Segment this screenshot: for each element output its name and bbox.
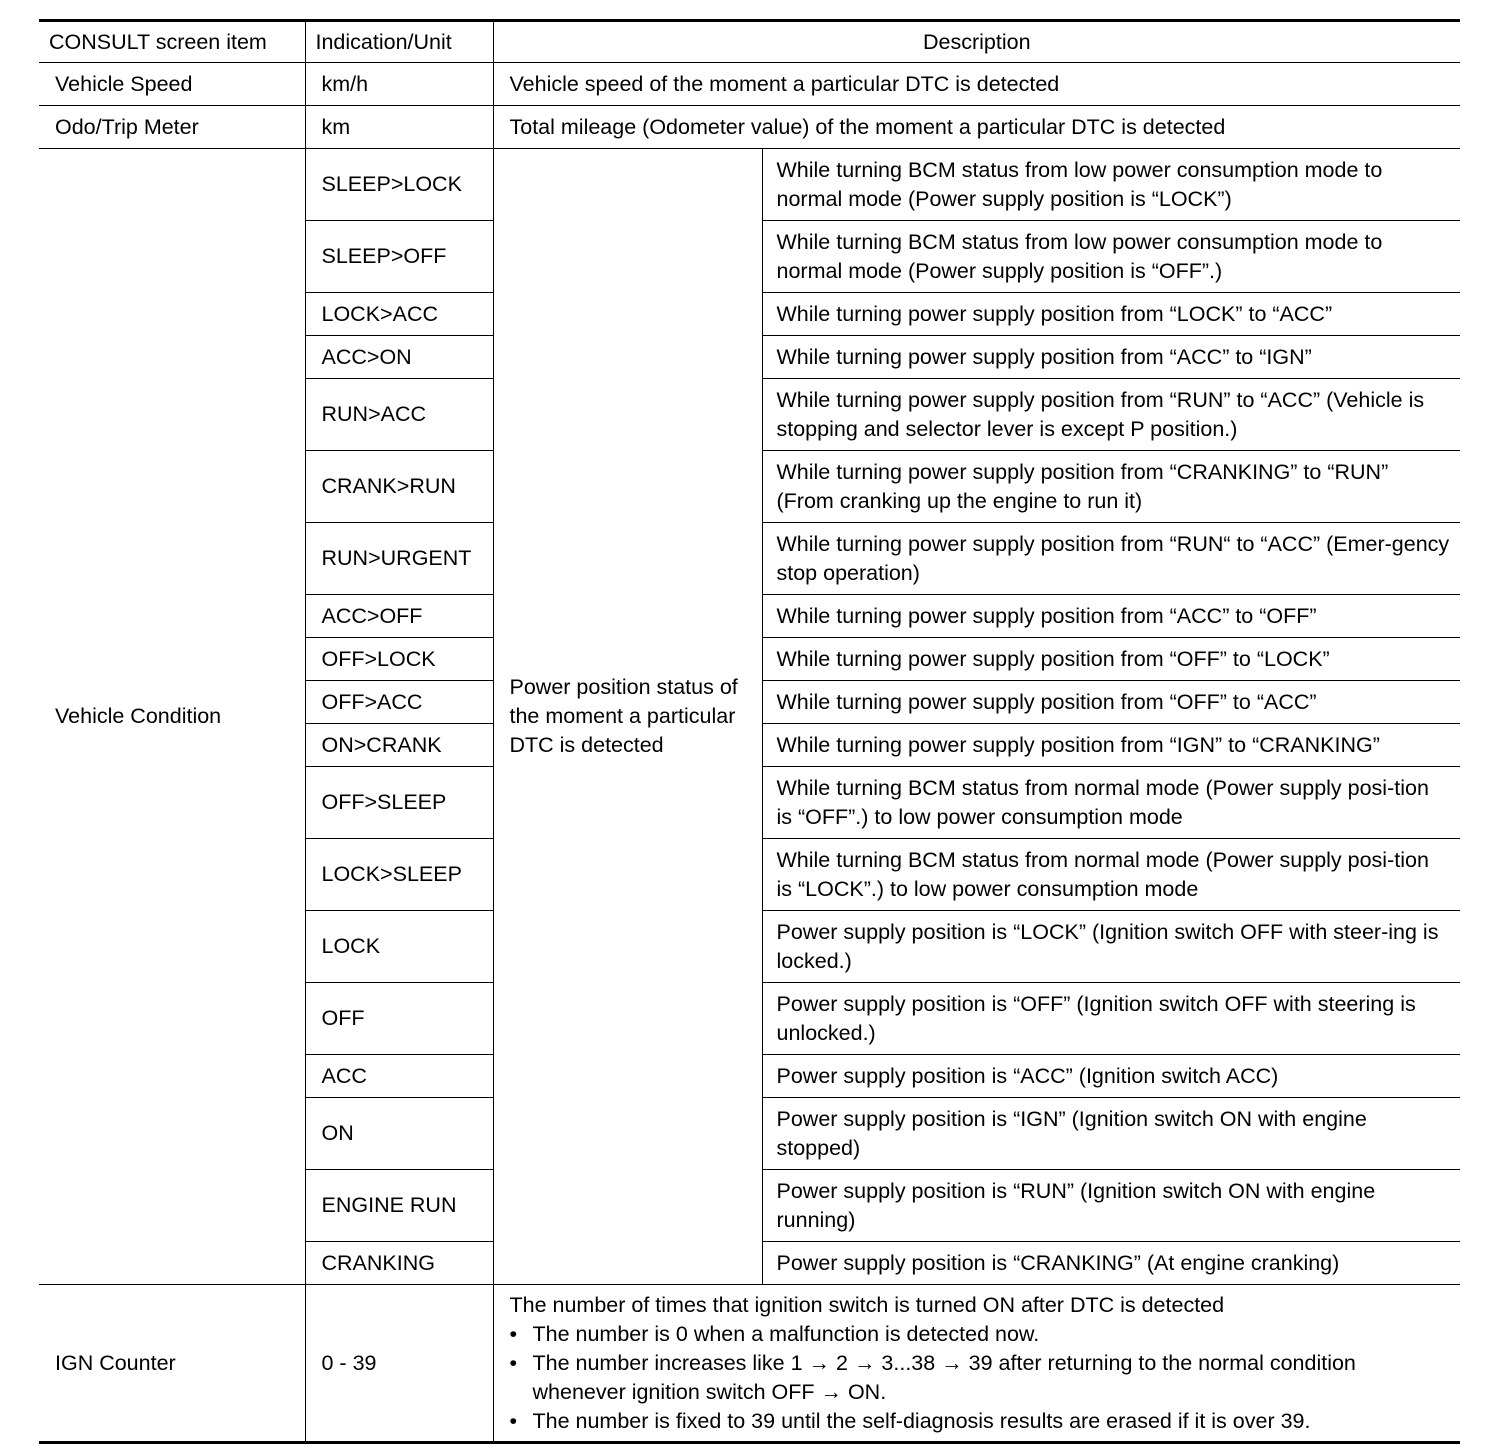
condition-indication: CRANK>RUN	[305, 451, 493, 523]
condition-description: While turning power supply position from “RUN“ to “ACC” (Emer-gency stop operation)	[762, 523, 1460, 595]
description-vehicle-speed: Vehicle speed of the moment a particular DTC is detected	[493, 63, 1460, 106]
condition-indication: LOCK>ACC	[305, 293, 493, 336]
condition-indication: ENGINE RUN	[305, 1170, 493, 1242]
consult-table	[39, 19, 1460, 1444]
condition-indication: LOCK>SLEEP	[305, 839, 493, 911]
condition-indication: ON	[305, 1098, 493, 1170]
condition-description: Power supply position is “OFF” (Ignition switch OFF with steering is unlocked.)	[762, 983, 1460, 1055]
header-row	[39, 21, 1460, 63]
condition-description: Power supply position is “ACC” (Ignition switch ACC)	[762, 1055, 1460, 1098]
condition-description: Power supply position is “RUN” (Ignition switch ON with engine running)	[762, 1170, 1460, 1242]
condition-description: While turning power supply position from “IGN” to “CRANKING”	[762, 724, 1460, 767]
unit-vehicle-speed: km/h	[305, 63, 493, 106]
description-odo-trip: Total mileage (Odometer value) of the moment a particular DTC is detected	[493, 106, 1460, 149]
table-row-odo-trip	[39, 106, 1460, 149]
condition-description: While turning power supply position from “ACC” to “OFF”	[762, 595, 1460, 638]
list-item: • The number increases like 1 → 2 → 3...38 → 39 after returning to the normal condition whenever ignition switch OFF → ON.	[510, 1349, 1451, 1407]
condition-indication: RUN>ACC	[305, 379, 493, 451]
condition-description: While turning power supply position from “OFF” to “LOCK”	[762, 638, 1460, 681]
condition-indication: SLEEP>LOCK	[305, 149, 493, 221]
item-vehicle-speed: Vehicle Speed	[39, 63, 305, 106]
condition-indication: OFF>ACC	[305, 681, 493, 724]
condition-description: While turning BCM status from normal mode (Power supply posi-tion is “LOCK”.) to low power consumption mode	[762, 839, 1460, 911]
item-odo-trip: Odo/Trip Meter	[39, 106, 305, 149]
condition-description: While turning power supply position from “OFF” to “ACC”	[762, 681, 1460, 724]
item-vehicle-condition: Vehicle Condition	[39, 149, 305, 1285]
condition-description: Power supply position is “CRANKING” (At engine cranking)	[762, 1242, 1460, 1285]
condition-description: While turning power supply position from “RUN” to “ACC” (Vehicle is stopping and selector lever is except P position.)	[762, 379, 1460, 451]
condition-description: While turning power supply position from “LOCK” to “ACC”	[762, 293, 1460, 336]
ign-counter-lead: The number of times that ignition switch is turned ON after DTC is detected	[509, 1292, 1225, 1317]
description-ign-counter	[493, 1285, 1460, 1443]
list-item: • The number is fixed to 39 until the self-diagnosis results are erased if it is over 39.	[510, 1407, 1451, 1436]
ign-counter-notes	[510, 1320, 1451, 1436]
condition-indication: ACC>OFF	[305, 595, 493, 638]
condition-indication: OFF	[305, 983, 493, 1055]
condition-indication: SLEEP>OFF	[305, 221, 493, 293]
table-row-vehicle-speed	[39, 63, 1460, 106]
condition-indication: ON>CRANK	[305, 724, 493, 767]
condition-description: While turning power supply position from “CRANKING” to “RUN” (From cranking up the engine to run it)	[762, 451, 1460, 523]
condition-indication: LOCK	[305, 911, 493, 983]
table-row	[39, 149, 1460, 221]
header-unit: Indication/Unit	[305, 21, 493, 63]
unit-ign-counter: 0 - 39	[305, 1285, 493, 1443]
condition-indication: ACC>ON	[305, 336, 493, 379]
condition-indication: ACC	[305, 1055, 493, 1098]
condition-description: Power supply position is “IGN” (Ignition switch ON with engine stopped)	[762, 1098, 1460, 1170]
unit-odo-trip: km	[305, 106, 493, 149]
power-position-status: Power position status of the moment a particular DTC is detected	[493, 149, 762, 1285]
condition-indication: OFF>LOCK	[305, 638, 493, 681]
condition-description: While turning power supply position from “ACC” to “IGN”	[762, 336, 1460, 379]
list-item: • The number is 0 when a malfunction is detected now.	[510, 1320, 1451, 1349]
condition-description: While turning BCM status from low power consumption mode to normal mode (Power supply position is “LOCK”)	[762, 149, 1460, 221]
condition-description: While turning BCM status from low power consumption mode to normal mode (Power supply position is “OFF”.)	[762, 221, 1460, 293]
condition-indication: CRANKING	[305, 1242, 493, 1285]
table-row-ign-counter	[39, 1285, 1460, 1443]
item-ign-counter: IGN Counter	[39, 1285, 305, 1443]
header-description: Description	[493, 21, 1460, 63]
condition-indication: OFF>SLEEP	[305, 767, 493, 839]
condition-description: While turning BCM status from normal mode (Power supply posi-tion is “OFF”.) to low power consumption mode	[762, 767, 1460, 839]
condition-indication: RUN>URGENT	[305, 523, 493, 595]
condition-description: Power supply position is “LOCK” (Ignition switch OFF with steer-ing is locked.)	[762, 911, 1460, 983]
header-item: CONSULT screen item	[39, 21, 305, 63]
